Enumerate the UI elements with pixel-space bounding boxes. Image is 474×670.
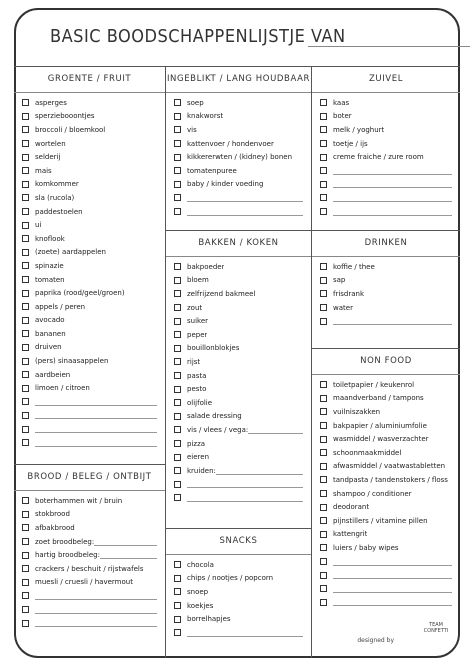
designed-by-text: designed by (357, 637, 394, 644)
section-header: NON FOOD (312, 348, 460, 375)
item-label: peper (187, 330, 208, 339)
item-label: zout (187, 303, 203, 312)
section-header: ZUIVEL (312, 66, 460, 93)
item-label: salade dressing (187, 412, 242, 421)
item-label: wasmiddel / wasverzachter (333, 435, 429, 444)
item-label: afwasmiddel / vaatwastabletten (333, 462, 446, 471)
item-label: bananen (35, 329, 66, 338)
item-label: bakpoeder (187, 262, 225, 271)
item-label: crackers / beschuit / rijstwafels (35, 564, 144, 573)
item-label: limoen / citroen (35, 384, 90, 393)
item-label: koffie / thee (333, 262, 375, 271)
team-confetti-logo: TEAM CONFETTI (423, 622, 449, 634)
page-title: BASIC BOODSCHAPPENLIJSTJE VAN (50, 26, 346, 47)
item-label: zelfrijzend bakmeel (187, 289, 256, 298)
item-label: stokbrood (35, 510, 70, 519)
item-label: komkommer (35, 180, 79, 189)
name-line[interactable] (308, 46, 470, 47)
item-label: boter (333, 112, 352, 121)
item-label: chips / nootjes / popcorn (187, 574, 274, 583)
item-label: pesto (187, 385, 207, 394)
item-label: sperziebooontjes (35, 112, 95, 121)
item-label: creme fraiche / zure room (333, 153, 424, 162)
item-label: kikkererwten / (kidney) bonen (187, 153, 293, 162)
item-label: kaas (333, 98, 350, 107)
item-label: sla (rucola) (35, 193, 75, 202)
item-label: zoet broodbeleg: (35, 537, 95, 546)
item-label: bouillonblokjes (187, 344, 240, 353)
item-label: vis / vlees / vega: (187, 425, 249, 434)
item-label: pijnstillers / vitamine pillen (333, 516, 428, 525)
item-label: pizza (187, 439, 206, 448)
item-label: ui (35, 221, 42, 230)
item-label: deodorant (333, 503, 370, 512)
item-label: vuilniszakken (333, 407, 381, 416)
item-label: luiers / baby wipes (333, 543, 399, 552)
section-header: INGEBLIKT / LANG HOUDBAAR (166, 66, 311, 93)
item-label: bloem (187, 276, 209, 285)
item-label: appels / peren (35, 302, 86, 311)
item-label: knoflook (35, 234, 65, 243)
item-label: knakworst (187, 112, 224, 121)
item-label: chocola (187, 560, 214, 569)
item-label: maandverband / tampons (333, 394, 424, 403)
item-label: pasta (187, 371, 207, 380)
item-label: afbakbrood (35, 523, 75, 532)
item-label: borrelhapjes (187, 615, 231, 624)
section-header: BAKKEN / KOKEN (166, 230, 311, 257)
item-label: (pers) sinaasappelen (35, 357, 109, 366)
item-label: mais (35, 166, 52, 175)
item-label: kattengrit (333, 530, 368, 539)
title-row (50, 26, 430, 56)
item-label: paprika (rood/geel/groen) (35, 289, 125, 298)
item-label: baby / kinder voeding (187, 180, 264, 189)
item-label: suiker (187, 317, 209, 326)
item-label: sap (333, 276, 346, 285)
item-label: selderij (35, 153, 61, 162)
section-header: SNACKS (166, 528, 311, 555)
item-label: melk / yoghurt (333, 125, 385, 134)
item-label: rijst (187, 357, 201, 366)
item-label: tomatenpuree (187, 166, 237, 175)
item-label: paddestoelen (35, 207, 83, 216)
item-label: soep (187, 98, 204, 107)
item-label: boterhammen wit / bruin (35, 496, 123, 505)
item-label: spinazie (35, 261, 64, 270)
item-label: druiven (35, 343, 62, 352)
item-label: shampoo / conditioner (333, 489, 412, 498)
item-label: tomaten (35, 275, 65, 284)
section-header: DRINKEN (312, 230, 460, 257)
item-label: kruiden: (187, 466, 216, 475)
item-label: toiletpapier / keukenrol (333, 380, 415, 389)
item-label: tandpasta / tandenstokers / floss (333, 475, 448, 484)
item-label: olijfolie (187, 398, 213, 407)
item-label: water (333, 303, 353, 312)
item-label: schoonmaakmiddel (333, 448, 402, 457)
item-label: aardbeien (35, 370, 71, 379)
section-header: BROOD / BELEG / ONTBIJT (14, 464, 165, 491)
item-label: broccoli / bloemkool (35, 125, 106, 134)
item-label: toetje / ijs (333, 139, 368, 148)
item-label: asperges (35, 98, 67, 107)
item-label: kattenvoer / hondenvoer (187, 139, 274, 148)
section-header: GROENTE / FRUIT (14, 66, 165, 93)
item-label: avocado (35, 316, 65, 325)
item-label: (zoete) aardappelen (35, 248, 106, 257)
item-label: bakpapier / aluminiumfolie (333, 421, 427, 430)
item-label: wortelen (35, 139, 66, 148)
item-label: vis (187, 125, 197, 134)
item-label: koekjes (187, 601, 214, 610)
item-label: snoep (187, 587, 209, 596)
item-label: frisdrank (333, 289, 365, 298)
grid-frame (14, 66, 460, 659)
item-label: eieren (187, 453, 210, 462)
item-label: hartig broodbeleg: (35, 551, 100, 560)
item-label: muesli / cruesli / havermout (35, 578, 133, 587)
